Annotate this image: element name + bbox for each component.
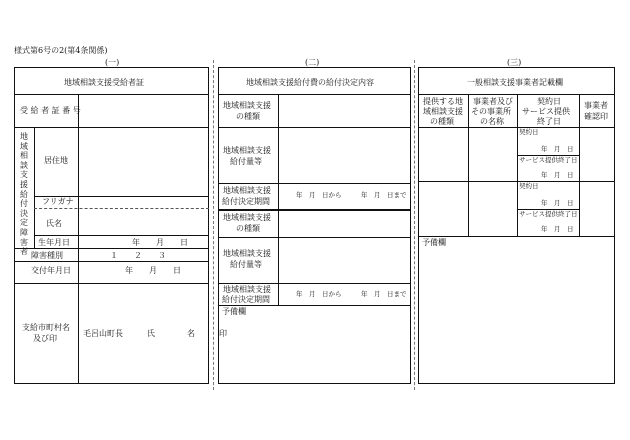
- period-value-1: 年 月 日から 年 月 日まで: [296, 191, 407, 199]
- divider: [34, 235, 209, 236]
- issuer-label-line1: 支給市町村名: [22, 323, 70, 332]
- divider: [278, 94, 279, 305]
- divider: [78, 261, 79, 283]
- divider: [418, 181, 615, 182]
- end-date-value-1: 年 月 日: [541, 171, 574, 179]
- recipient-vertical-label: 地域相談支援給付決定障害者: [20, 132, 28, 257]
- birth-date-value: 年 月 日: [132, 238, 188, 247]
- divider: [78, 248, 79, 261]
- divider: [218, 183, 411, 184]
- col-service-type-2: 域相談支援: [423, 107, 463, 116]
- divider: [14, 283, 209, 284]
- panel-3-number: (三): [507, 58, 522, 67]
- col-provider-1: 事業者及び: [473, 97, 513, 106]
- col-provider-2: その事業所: [471, 107, 511, 116]
- divider: [14, 127, 209, 128]
- panel-2-title: 地域相談支援給付費の給付決定内容: [246, 78, 374, 87]
- divider: [218, 283, 411, 284]
- period-label-1b: 給付決定期間: [222, 197, 270, 206]
- address-label: 居住地: [44, 156, 68, 165]
- col-contract-1: 契約日: [537, 97, 561, 106]
- panel-1-number: (一): [105, 58, 120, 67]
- divider: [218, 94, 411, 95]
- divider: [34, 127, 35, 248]
- furigana-label: フリガナ: [42, 197, 74, 206]
- period-value-2: 年 月 日から 年 月 日まで: [296, 290, 407, 298]
- end-date-label-2: サービス提供終了日: [519, 210, 578, 218]
- divider: [517, 94, 518, 236]
- amount-label-1b: 給付量等: [230, 157, 262, 166]
- disability-type-label: 障害種別: [31, 251, 63, 260]
- dashed-divider: [34, 208, 209, 209]
- form-label: 様式第6号の2(第4条関係): [14, 46, 108, 55]
- period-label-2a: 地域相談支援: [223, 285, 271, 294]
- cut-line: [213, 60, 214, 390]
- contract-date-value-2: 年 月 日: [541, 199, 574, 207]
- end-date-value-2: 年 月 日: [541, 225, 574, 233]
- panel-2-number: (二): [305, 58, 320, 67]
- divider: [14, 261, 209, 262]
- col-seal-2: 確認印: [584, 112, 608, 121]
- col-service-type-3: の種類: [430, 117, 454, 126]
- contract-date-value-1: 年 月 日: [541, 145, 574, 153]
- period-label-1a: 地域相談支援: [223, 186, 271, 195]
- period-label-2b: 給付決定期間: [222, 295, 270, 304]
- service-type-label-2a: 地域相談支援: [223, 213, 271, 222]
- col-contract-3: 終了日: [537, 117, 561, 126]
- issue-date-value: 年 月 日: [125, 266, 181, 275]
- end-date-label-1: サービス提供終了日: [519, 156, 578, 164]
- divider: [78, 283, 79, 384]
- amount-label-2b: 給付量等: [230, 260, 262, 269]
- panel-1-title: 地域相談支援受給者証: [64, 78, 144, 87]
- col-contract-2: サービス提供: [522, 107, 570, 116]
- contract-date-label-2: 契約日: [519, 182, 539, 190]
- divider: [468, 94, 469, 236]
- contract-date-label-1: 契約日: [519, 128, 539, 136]
- divider: [218, 305, 411, 306]
- col-provider-3: の名称: [480, 117, 504, 126]
- divider: [218, 127, 411, 128]
- disability-type-value: １ ２ ３: [110, 251, 166, 260]
- block-divider: [218, 209, 411, 211]
- amount-label-1a: 地域相談支援: [223, 146, 271, 155]
- service-type-label-1a: 地域相談支援: [223, 101, 271, 110]
- divider: [418, 236, 615, 237]
- issuer-label-line2: 及び印: [33, 334, 57, 343]
- cut-line: [414, 60, 415, 390]
- certificate-number-label: 受 給 者 証 番 号: [20, 106, 81, 115]
- divider: [78, 127, 79, 248]
- divider: [14, 94, 209, 95]
- service-type-label-1b: の種類: [236, 112, 260, 121]
- col-seal-1: 事業者: [584, 101, 608, 110]
- divider: [579, 94, 580, 236]
- birth-date-label: 生年月日: [38, 238, 70, 247]
- divider: [218, 237, 411, 238]
- issue-date-label: 交付年月日: [31, 266, 71, 275]
- service-type-label-2b: の種類: [236, 224, 260, 233]
- col-service-type-1: 提供する地: [423, 97, 463, 106]
- name-label: 氏名: [46, 219, 62, 228]
- issuer-value: 毛呂山町長 氏 名 印: [83, 329, 227, 338]
- amount-label-2a: 地域相談支援: [223, 249, 271, 258]
- remarks-label-2: 予備欄: [222, 307, 246, 316]
- remarks-label-3: 予備欄: [422, 238, 446, 247]
- divider: [78, 94, 79, 127]
- panel-3-title: 一般相談支援事業者記載欄: [467, 78, 563, 87]
- divider: [14, 248, 209, 249]
